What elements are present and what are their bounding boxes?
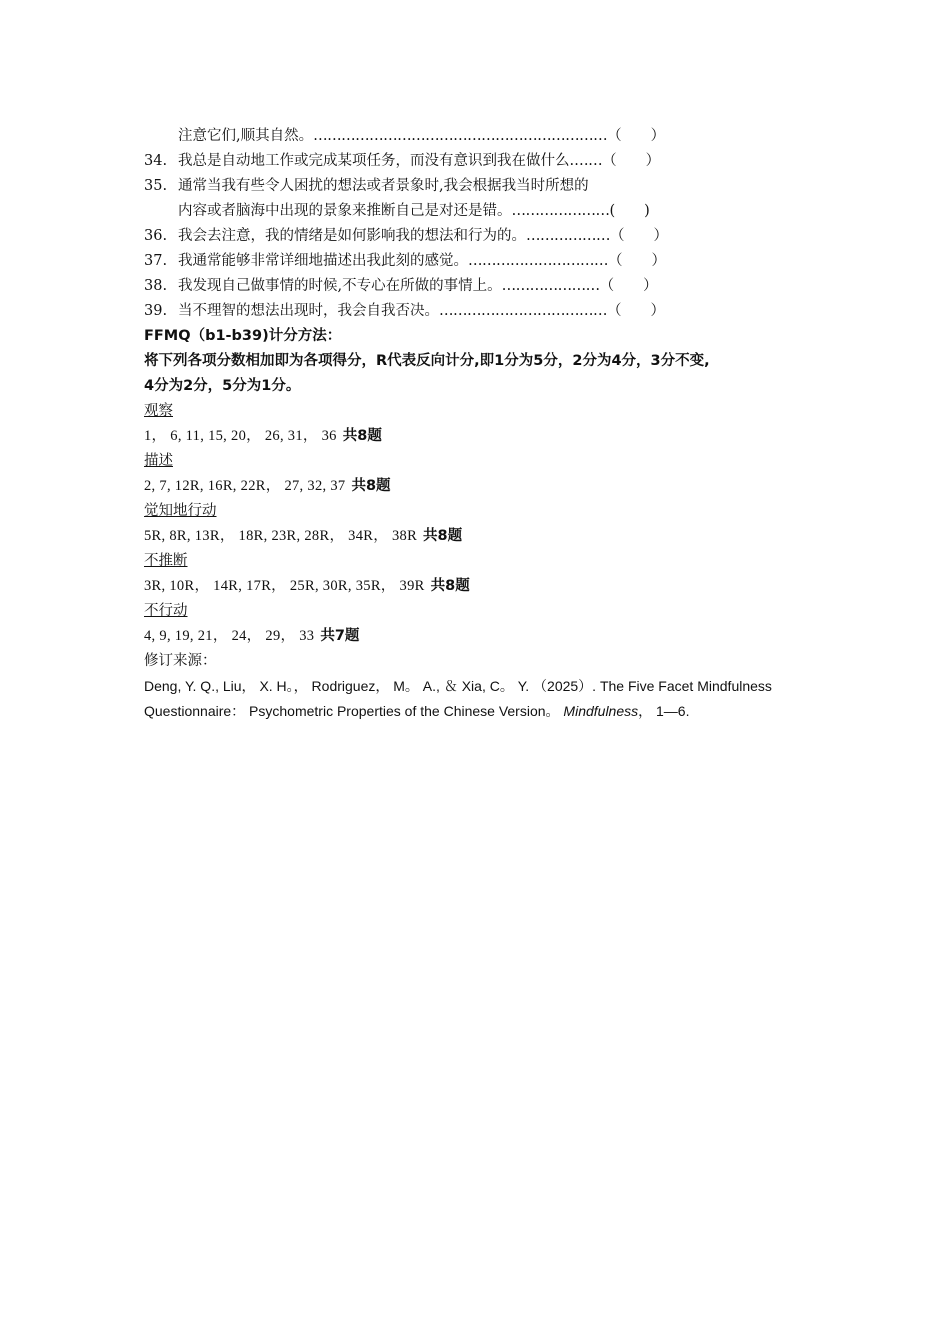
leader-dots: ……………………………… (439, 303, 607, 319)
facet-total: 共8题 (430, 578, 470, 594)
facet-items-nonreact (144, 624, 824, 649)
reference-line-1: Deng, Y. Q., Liu， X. H。， Rodriguez， M。 A., ＆ Xia, C。 Y. （2025）. The Five Facet Mindfulness (144, 678, 772, 694)
reference-line-2 (144, 699, 824, 724)
facet-item-list: 3R, 10R， 14R, 17R， 25R, 30R, 35R， 39R (144, 578, 425, 594)
facet-heading-observe: 观察 (144, 403, 173, 419)
scoring-rule-line-1: 将下列各项分数相加即为各项得分，R代表反向计分,即1分为5分，2分为4分，3分不变, (144, 353, 710, 369)
question-item-35-continued (144, 199, 824, 224)
question-item-36 (144, 224, 824, 249)
answer-blank: （ ） (602, 153, 661, 169)
facet-item-list: 2, 7, 12R, 16R, 22R， 27, 32, 37 (144, 478, 346, 494)
answer-blank: ( ) (609, 203, 650, 219)
question-item-39 (144, 299, 824, 324)
answer-blank: （ ） (599, 278, 658, 294)
scoring-rule-line-2: 4分为2分，5分为1分。 (144, 378, 301, 394)
facet-item-list: 5R, 8R, 13R， 18R, 23R, 28R， 34R， 38R (144, 528, 418, 544)
question-number: 38. (144, 278, 168, 294)
question-text: 当不理智的想法出现时，我会自我否决。 (178, 303, 439, 319)
answer-blank: （ ） (607, 303, 665, 319)
leader-dots: ……………… (526, 228, 610, 244)
question-item-34 (144, 149, 824, 174)
facet-items-act-aware (144, 524, 824, 549)
facet-total: 共7题 (320, 628, 360, 644)
reference-pages: ， 1—6. (638, 703, 690, 719)
question-text: 我总是自动地工作或完成某项任务，而没有意识到我在做什么. (178, 153, 575, 169)
facet-total: 共8题 (423, 528, 463, 544)
question-text: 我发现自己做事情的时候,不专心在所做的事情上。 (178, 278, 502, 294)
facet-item-list: 4, 9, 19, 21， 24， 29， 33 (144, 628, 315, 644)
facet-items-describe (144, 474, 824, 499)
question-number: 37. (144, 253, 168, 269)
leader-dots: ………………… (501, 278, 600, 294)
question-text: 我会去注意，我的情绪是如何影响我的想法和行为的。 (178, 228, 526, 244)
leader-dots: …… (574, 153, 603, 169)
question-text: 我通常能够非常详细地描述出我此刻的感觉。 (178, 253, 468, 269)
leader-dots: ………………………… (468, 253, 608, 269)
journal-name: Mindfulness (563, 703, 639, 719)
facet-heading-nonjudge: 不推断 (144, 553, 188, 569)
question-item-37 (144, 249, 824, 274)
answer-blank: （ ） (607, 128, 666, 144)
question-text: 内容或者脑海中出现的景象来推断自己是对还是错。 (178, 203, 512, 219)
facet-total: 共8题 (351, 478, 391, 494)
scoring-title: FFMQ（b1-b39)计分方法： (144, 328, 342, 344)
question-item-35 (144, 174, 824, 199)
facet-heading-nonreact: 不行动 (144, 603, 188, 619)
question-number: 34. (144, 153, 168, 169)
source-label: 修订来源： (144, 653, 217, 669)
question-number: 36. (144, 228, 168, 244)
facet-item-list: 1， 6, 11, 15, 20， 26, 31， 36 (144, 428, 337, 444)
facet-items-observe (144, 424, 824, 449)
answer-blank: （ ） (608, 253, 666, 269)
leader-dots: ………………… (511, 203, 610, 219)
question-number: 39. (144, 303, 168, 319)
question-text: 通常当我有些令人困扰的想法或者景象时,我会根据我当时所想的 (178, 178, 589, 194)
document-content (144, 124, 824, 724)
reference-text: Questionnaire： Psychometric Properties of the Chinese Version。 (144, 703, 564, 719)
question-text: 注意它们,顺其自然。 (178, 128, 314, 144)
question-item-33-continued (144, 124, 824, 149)
answer-blank: （ ） (610, 228, 668, 244)
facet-heading-act-aware: 觉知地行动 (144, 503, 217, 519)
leader-dots: ……………………………………………………… (313, 128, 608, 144)
facet-items-nonjudge (144, 574, 824, 599)
facet-heading-describe: 描述 (144, 453, 173, 469)
question-item-38 (144, 274, 824, 299)
facet-total: 共8题 (342, 428, 382, 444)
question-number: 35. (144, 178, 168, 194)
